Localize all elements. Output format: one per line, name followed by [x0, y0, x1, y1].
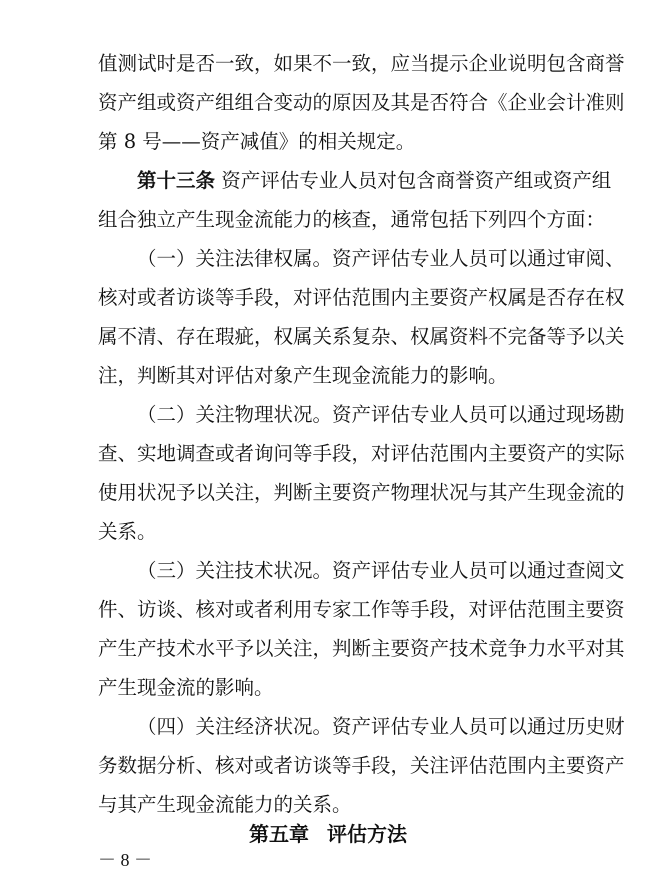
item-2-line: 关系。: [98, 520, 157, 543]
item-4-line: （四）关注经济状况。资产评估专业人员可以通过历史财: [137, 715, 625, 738]
item-3-line: 产生产技术水平予以关注，判断主要资产技术竞争力水平对其: [98, 637, 625, 660]
item-3-line: 产生现金流的影响。: [98, 676, 274, 699]
item-3-line: （三）关注技术状况。资产评估专业人员可以通过查阅文: [137, 559, 625, 582]
article-13-line-2: 组合独立产生现金流能力的核查，通常包括下列四个方面：: [98, 208, 606, 231]
article-13-title: 第十三条: [137, 169, 216, 192]
article-13-line-1: [137, 169, 611, 193]
article-13-text: 资产评估专业人员对包含商誉资产组或资产组: [221, 169, 612, 192]
item-1-line: 核对或者访谈等手段，对评估范围内主要资产权属是否存在权: [98, 286, 625, 309]
item-2-line: 查、实地调查或者询问等手段，对评估范围内主要资产的实际: [98, 442, 625, 465]
chapter-heading: [0, 822, 656, 846]
item-4-line: 与其产生现金流能力的关系。: [98, 793, 352, 816]
item-4-line: 务数据分析、核对或者访谈等手段，关注评估范围内主要资产: [98, 754, 625, 777]
item-1-line: （一）关注法律权属。资产评估专业人员可以通过审阅、: [137, 247, 625, 270]
item-1-line: 属不清、存在瑕疵，权属关系复杂、权属资料不完备等予以关: [98, 325, 625, 348]
item-3-line: 件、访谈、核对或者利用专家工作等手段，对评估范围主要资: [98, 598, 625, 621]
paragraph-line: 资产组或资产组组合变动的原因及其是否符合《企业会计准则: [98, 91, 625, 114]
paragraph-line: 第 8 号——资产减值》的相关规定。: [98, 130, 416, 153]
item-2-line: 使用状况予以关注，判断主要资产物理状况与其产生现金流的: [98, 481, 625, 504]
chapter-title: 评估方法: [327, 822, 407, 846]
item-1-line: 注，判断其对评估对象产生现金流能力的影响。: [98, 364, 508, 387]
page-number: － 8 －: [98, 850, 152, 870]
item-2-line: （二）关注物理状况。资产评估专业人员可以通过现场勘: [137, 403, 625, 426]
paragraph-line: 值测试时是否一致，如果不一致，应当提示企业说明包含商誉: [98, 52, 625, 75]
chapter-number: 第五章: [249, 822, 309, 846]
